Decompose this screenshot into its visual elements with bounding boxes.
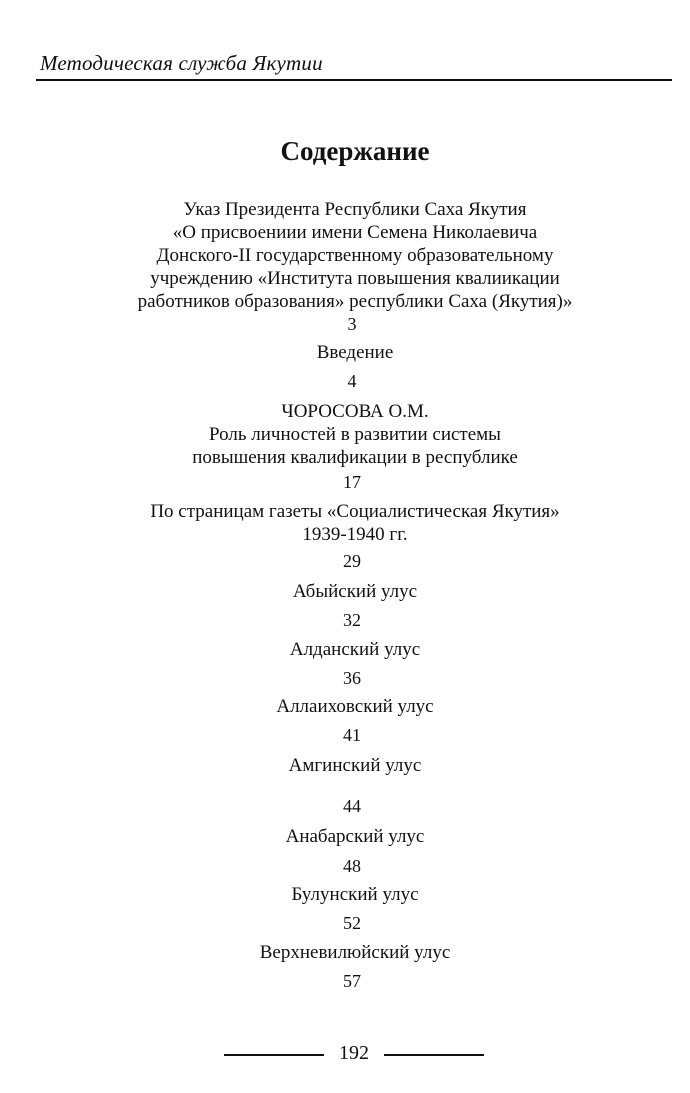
toc-entry-line: работников образования» республики Саха (Якутия)» (137, 291, 573, 312)
toc-entry-page-number: 3 (347, 314, 357, 334)
toc-entry-page-number: 36 (343, 668, 361, 688)
toc-entry-line: Анабарский улус (285, 826, 425, 847)
toc-entry-line: Алданский улус (289, 639, 421, 660)
toc-entry-line: «О присвоениии имени Семена Николаевича (172, 222, 538, 243)
toc-entry-line: Булунский улус (291, 884, 419, 905)
toc-entry-line: Донского-II государственному образовательному (156, 245, 554, 266)
toc-entry-page-number: 29 (343, 551, 361, 571)
toc-entry-line: Аллаиховский улус (276, 696, 434, 717)
toc-entry-newspaper (0, 500, 690, 546)
toc-entry-chorosova (0, 400, 690, 469)
footer-rule-right (384, 1054, 484, 1056)
toc-entry-page-number: 4 (347, 371, 357, 391)
toc-entry-page-number: 32 (343, 610, 361, 630)
toc-entry-page-number: 44 (343, 796, 361, 816)
toc-entry-page-number: 17 (343, 472, 361, 492)
toc-entry-introduction (0, 341, 690, 364)
toc-entry-line: Роль личностей в развитии системы (209, 424, 501, 445)
running-header: Методическая служба Якутии (40, 51, 323, 75)
toc-entry-line: Амгинский улус (288, 755, 422, 776)
toc-entry-line: учреждению «Института повышения квалиикации (150, 268, 560, 289)
toc-entry-district (0, 695, 690, 718)
toc-entry-decree (0, 198, 690, 313)
footer-rule-left (224, 1054, 324, 1056)
toc-entry-district (0, 941, 690, 964)
toc-entry-district (0, 638, 690, 661)
toc-title: Содержание (280, 136, 430, 166)
toc-entry-district (0, 580, 690, 603)
toc-entry-page-number: 52 (343, 913, 361, 933)
toc-entry-line: Абыйский улус (292, 581, 418, 602)
toc-entry-line: Введение (316, 342, 394, 363)
toc-entry-page-number: 48 (343, 856, 361, 876)
toc-entry-line: Верхневилюйский улус (259, 942, 451, 963)
toc-entry-page-number: 57 (343, 971, 361, 991)
toc-entry-line: повышения квалификации в республике (192, 447, 518, 468)
page-footer (0, 1040, 690, 1066)
toc-entry-line: Указ Президента Республики Саха Якутия (183, 199, 527, 220)
toc-entry-line: ЧОРОСОВА О.М. (281, 401, 429, 422)
page-number: 192 (339, 1042, 369, 1064)
header-rule (36, 79, 672, 81)
toc-entry-line: 1939-1940 гг. (302, 524, 408, 545)
toc-entry-line: По страницам газеты «Социалистическая Якутия» (150, 501, 560, 522)
toc-entry-district (0, 754, 690, 777)
toc-entry-district (0, 825, 690, 848)
toc-entry-district (0, 883, 690, 906)
toc-entry-page-number: 41 (343, 725, 361, 745)
